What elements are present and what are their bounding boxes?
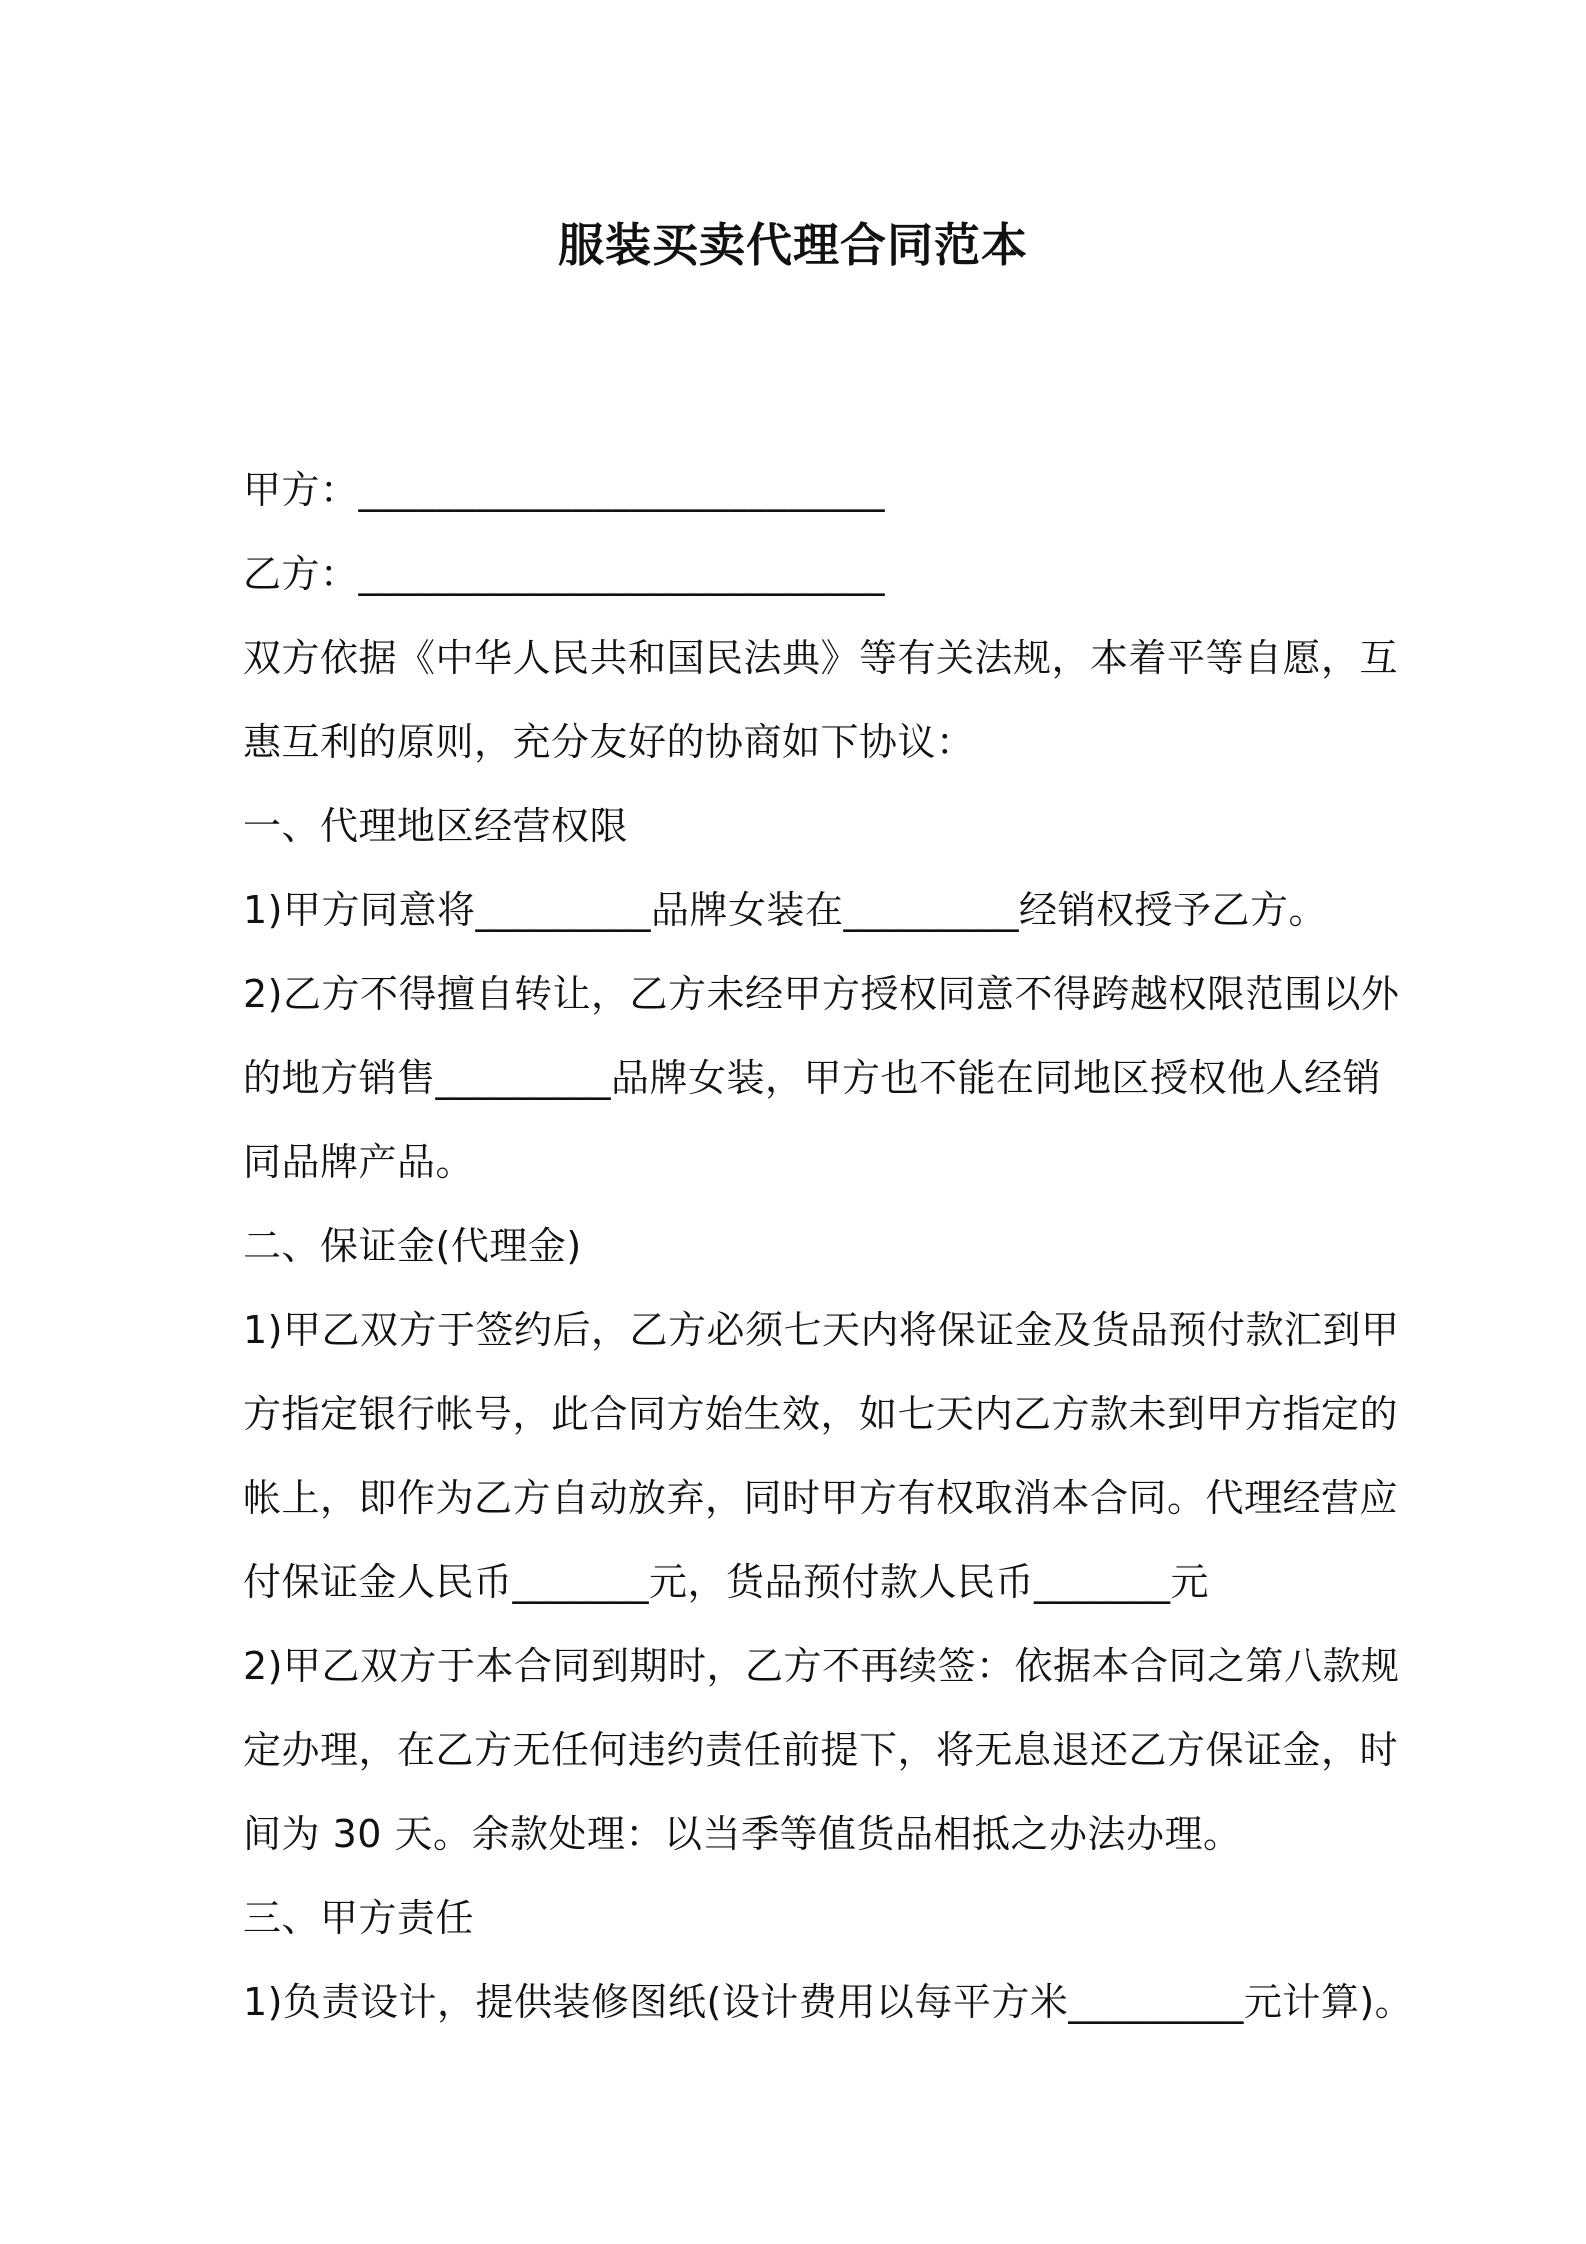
preamble-line: 惠互利的原则，充分友好的协商如下协议：	[243, 720, 975, 764]
section-heading-3: 三、甲方责任	[243, 1896, 475, 1940]
clause-line: 付保证金人民币_______元，货品预付款人民币_______元	[243, 1560, 1210, 1604]
party-a-line: 甲方：___________________________	[243, 468, 886, 512]
clause-line: 2)甲乙双方于本合同到期时，乙方不再续签：依据本合同之第八款规	[243, 1644, 1400, 1688]
document-body	[243, 448, 1414, 2044]
clause-line: 帐上，即作为乙方自动放弃，同时甲方有权取消本合同。代理经营应	[243, 1476, 1399, 1520]
clause-line: 2)乙方不得擅自转让，乙方未经甲方授权同意不得跨越权限范围以外	[243, 972, 1400, 1016]
clause-line: 定办理，在乙方无任何违约责任前提下，将无息退还乙方保证金，时	[243, 1728, 1399, 1772]
clause-line: 的地方销售_________品牌女装，甲方也不能在同地区授权他人经销	[243, 1056, 1382, 1100]
clause-line: 1)甲乙双方于签约后，乙方必须七天内将保证金及货品预付款汇到甲	[243, 1308, 1400, 1352]
section-heading-1: 一、代理地区经营权限	[243, 804, 629, 848]
clause-line: 同品牌产品。	[243, 1140, 475, 1184]
document-title: 服装买卖代理合同范本	[558, 218, 1028, 272]
party-b-line: 乙方：___________________________	[243, 552, 886, 596]
clause-line: 间为 30 天。余款处理：以当季等值货品相抵之办法办理。	[243, 1812, 1242, 1856]
preamble-line: 双方依据《中华人民共和国民法典》等有关法规，本着平等自愿，互	[243, 636, 1399, 680]
section-heading-2: 二、保证金(代理金)	[243, 1224, 582, 1268]
clause-line: 1)甲方同意将_________品牌女装在_________经销权授予乙方。	[243, 888, 1328, 932]
clause-line: 1)负责设计，提供装修图纸(设计费用以每平方米_________元计算)。	[243, 1980, 1414, 2024]
clause-line: 方指定银行帐号，此合同方始生效，如七天内乙方款未到甲方指定的	[243, 1392, 1399, 1436]
